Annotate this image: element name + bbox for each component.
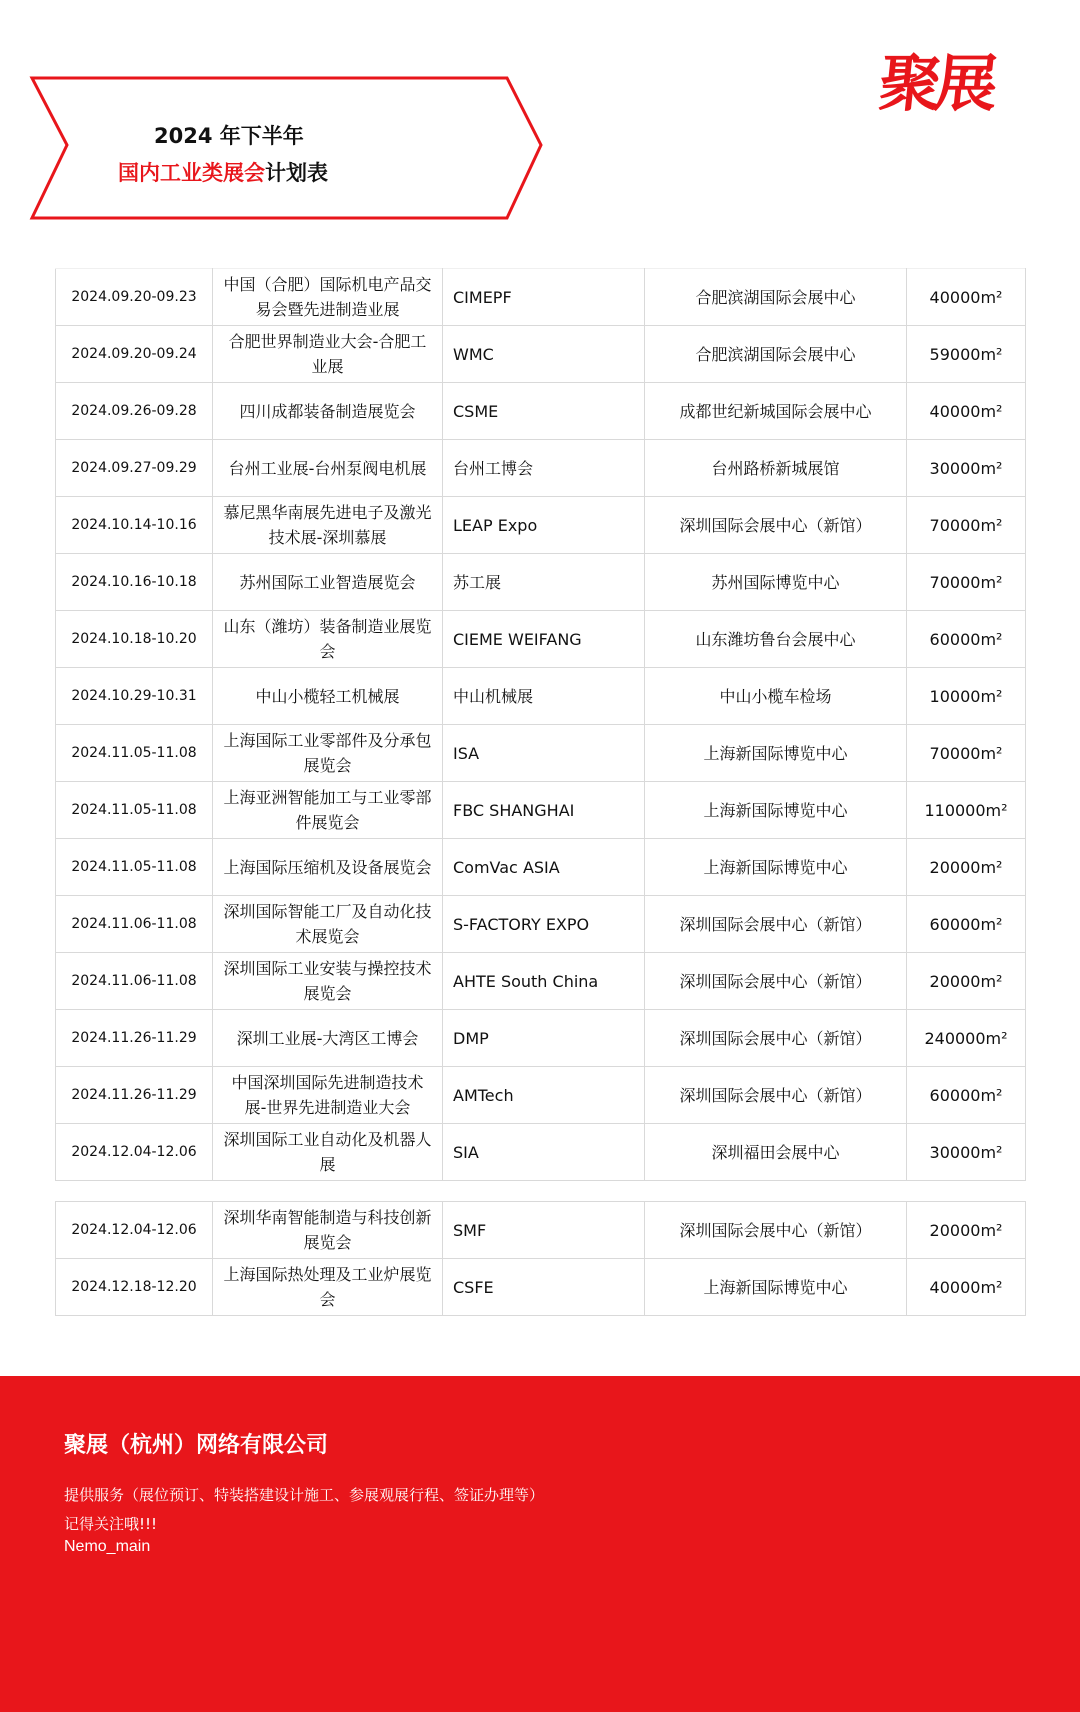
date-cell: 2024.11.26-11.29 <box>56 1067 213 1124</box>
table-row <box>56 725 1026 782</box>
area-cell: 60000m² <box>907 896 1026 953</box>
date-cell: 2024.12.04-12.06 <box>56 1124 213 1181</box>
table-row <box>56 896 1026 953</box>
exhibition-table-1 <box>55 268 1026 1181</box>
date-cell: 2024.11.05-11.08 <box>56 725 213 782</box>
title-main <box>118 157 328 187</box>
venue-cell: 深圳国际会展中心（新馆） <box>645 953 907 1010</box>
expo-name-cell: 上海亚洲智能加工与工业零部件展览会 <box>213 782 443 839</box>
follow-text: 记得关注哦!!! <box>64 1515 158 1533</box>
date-cell: 2024.09.20-09.24 <box>56 326 213 383</box>
abbr-cell: DMP <box>443 1010 645 1067</box>
table-row <box>56 440 1026 497</box>
venue-cell: 中山小榄车检场 <box>645 668 907 725</box>
expo-name-cell: 中国（合肥）国际机电产品交易会暨先进制造业展 <box>213 269 443 326</box>
table-row <box>56 611 1026 668</box>
table-row <box>56 497 1026 554</box>
table-row <box>56 668 1026 725</box>
abbr-cell: AMTech <box>443 1067 645 1124</box>
area-cell: 59000m² <box>907 326 1026 383</box>
expo-name-cell: 四川成都装备制造展览会 <box>213 383 443 440</box>
venue-cell: 深圳国际会展中心（新馆） <box>645 1010 907 1067</box>
table-row <box>56 1259 1026 1316</box>
area-cell: 30000m² <box>907 440 1026 497</box>
venue-cell: 深圳国际会展中心（新馆） <box>645 896 907 953</box>
venue-cell: 深圳国际会展中心（新馆） <box>645 1067 907 1124</box>
date-cell: 2024.12.04-12.06 <box>56 1202 213 1259</box>
table-row <box>56 554 1026 611</box>
date-cell: 2024.09.26-09.28 <box>56 383 213 440</box>
table-row <box>56 1202 1026 1259</box>
title-suffix: 计划表 <box>265 161 328 185</box>
abbr-cell: ComVac ASIA <box>443 839 645 896</box>
area-cell: 60000m² <box>907 1067 1026 1124</box>
area-cell: 110000m² <box>907 782 1026 839</box>
date-cell: 2024.11.06-11.08 <box>56 896 213 953</box>
abbr-cell: CSME <box>443 383 645 440</box>
table-row <box>56 326 1026 383</box>
title-year: 2024 年下半年 <box>154 124 304 148</box>
expo-name-cell: 山东（潍坊）装备制造业展览会 <box>213 611 443 668</box>
table-row <box>56 269 1026 326</box>
date-cell: 2024.10.16-10.18 <box>56 554 213 611</box>
exhibition-table-2 <box>55 1201 1026 1316</box>
abbr-cell: FBC SHANGHAI <box>443 782 645 839</box>
abbr-cell: S-FACTORY EXPO <box>443 896 645 953</box>
abbr-cell: AHTE South China <box>443 953 645 1010</box>
expo-name-cell: 深圳国际智能工厂及自动化技术展览会 <box>213 896 443 953</box>
venue-cell: 上海新国际博览中心 <box>645 839 907 896</box>
abbr-cell: CIMEPF <box>443 269 645 326</box>
table-row <box>56 1067 1026 1124</box>
table-row <box>56 839 1026 896</box>
expo-name-cell: 台州工业展-台州泵阀电机展 <box>213 440 443 497</box>
venue-cell: 苏州国际博览中心 <box>645 554 907 611</box>
area-cell: 40000m² <box>907 1259 1026 1316</box>
title-highlight: 国内工业类展会 <box>118 161 265 185</box>
expo-name-cell: 中山小榄轻工机械展 <box>213 668 443 725</box>
abbr-cell: WMC <box>443 326 645 383</box>
table-row <box>56 1124 1026 1181</box>
expo-name-cell: 深圳国际工业安装与操控技术展览会 <box>213 953 443 1010</box>
venue-cell: 山东潍坊鲁台会展中心 <box>645 611 907 668</box>
abbr-cell: SIA <box>443 1124 645 1181</box>
expo-name-cell: 苏州国际工业智造展览会 <box>213 554 443 611</box>
date-cell: 2024.11.05-11.08 <box>56 782 213 839</box>
venue-cell: 深圳国际会展中心（新馆） <box>645 1202 907 1259</box>
date-cell: 2024.10.18-10.20 <box>56 611 213 668</box>
expo-name-cell: 上海国际工业零部件及分承包展览会 <box>213 725 443 782</box>
abbr-cell: LEAP Expo <box>443 497 645 554</box>
area-cell: 40000m² <box>907 383 1026 440</box>
expo-name-cell: 深圳国际工业自动化及机器人展 <box>213 1124 443 1181</box>
date-cell: 2024.11.26-11.29 <box>56 1010 213 1067</box>
abbr-cell: CIEME WEIFANG <box>443 611 645 668</box>
area-cell: 60000m² <box>907 611 1026 668</box>
expo-name-cell: 深圳工业展-大湾区工博会 <box>213 1010 443 1067</box>
abbr-cell: CSFE <box>443 1259 645 1316</box>
venue-cell: 深圳福田会展中心 <box>645 1124 907 1181</box>
venue-cell: 成都世纪新城国际会展中心 <box>645 383 907 440</box>
table-row <box>56 1010 1026 1067</box>
company-name: 聚展（杭州）网络有限公司 <box>64 1433 329 1458</box>
expo-name-cell: 慕尼黑华南展先进电子及激光技术展-深圳慕展 <box>213 497 443 554</box>
abbr-cell: 苏工展 <box>443 554 645 611</box>
date-cell: 2024.11.06-11.08 <box>56 953 213 1010</box>
abbr-cell: 台州工博会 <box>443 440 645 497</box>
date-cell: 2024.10.14-10.16 <box>56 497 213 554</box>
table-row <box>56 383 1026 440</box>
expo-name-cell: 合肥世界制造业大会-合肥工业展 <box>213 326 443 383</box>
venue-cell: 台州路桥新城展馆 <box>645 440 907 497</box>
date-cell: 2024.12.18-12.20 <box>56 1259 213 1316</box>
footer <box>0 1376 1080 1712</box>
abbr-cell: ISA <box>443 725 645 782</box>
area-cell: 30000m² <box>907 1124 1026 1181</box>
area-cell: 70000m² <box>907 497 1026 554</box>
area-cell: 40000m² <box>907 269 1026 326</box>
date-cell: 2024.09.27-09.29 <box>56 440 213 497</box>
area-cell: 240000m² <box>907 1010 1026 1067</box>
table-row <box>56 782 1026 839</box>
area-cell: 70000m² <box>907 725 1026 782</box>
abbr-cell: 中山机械展 <box>443 668 645 725</box>
account-name: Nemo_main <box>64 1538 151 1555</box>
brand-logo: 聚展 <box>875 47 996 120</box>
expo-name-cell: 上海国际热处理及工业炉展览会 <box>213 1259 443 1316</box>
area-cell: 20000m² <box>907 839 1026 896</box>
expo-name-cell: 中国深圳国际先进制造技术展-世界先进制造业大会 <box>213 1067 443 1124</box>
venue-cell: 合肥滨湖国际会展中心 <box>645 326 907 383</box>
area-cell: 70000m² <box>907 554 1026 611</box>
expo-name-cell: 深圳华南智能制造与科技创新展览会 <box>213 1202 443 1259</box>
venue-cell: 深圳国际会展中心（新馆） <box>645 497 907 554</box>
date-cell: 2024.10.29-10.31 <box>56 668 213 725</box>
area-cell: 20000m² <box>907 1202 1026 1259</box>
venue-cell: 上海新国际博览中心 <box>645 725 907 782</box>
area-cell: 20000m² <box>907 953 1026 1010</box>
date-cell: 2024.11.05-11.08 <box>56 839 213 896</box>
abbr-cell: SMF <box>443 1202 645 1259</box>
table-row <box>56 953 1026 1010</box>
venue-cell: 合肥滨湖国际会展中心 <box>645 269 907 326</box>
venue-cell: 上海新国际博览中心 <box>645 1259 907 1316</box>
date-cell: 2024.09.20-09.23 <box>56 269 213 326</box>
venue-cell: 上海新国际博览中心 <box>645 782 907 839</box>
area-cell: 10000m² <box>907 668 1026 725</box>
title-banner <box>0 0 560 240</box>
services-text: 提供服务（展位预订、特装搭建设计施工、参展观展行程、签证办理等） <box>64 1486 545 1504</box>
expo-name-cell: 上海国际压缩机及设备展览会 <box>213 839 443 896</box>
